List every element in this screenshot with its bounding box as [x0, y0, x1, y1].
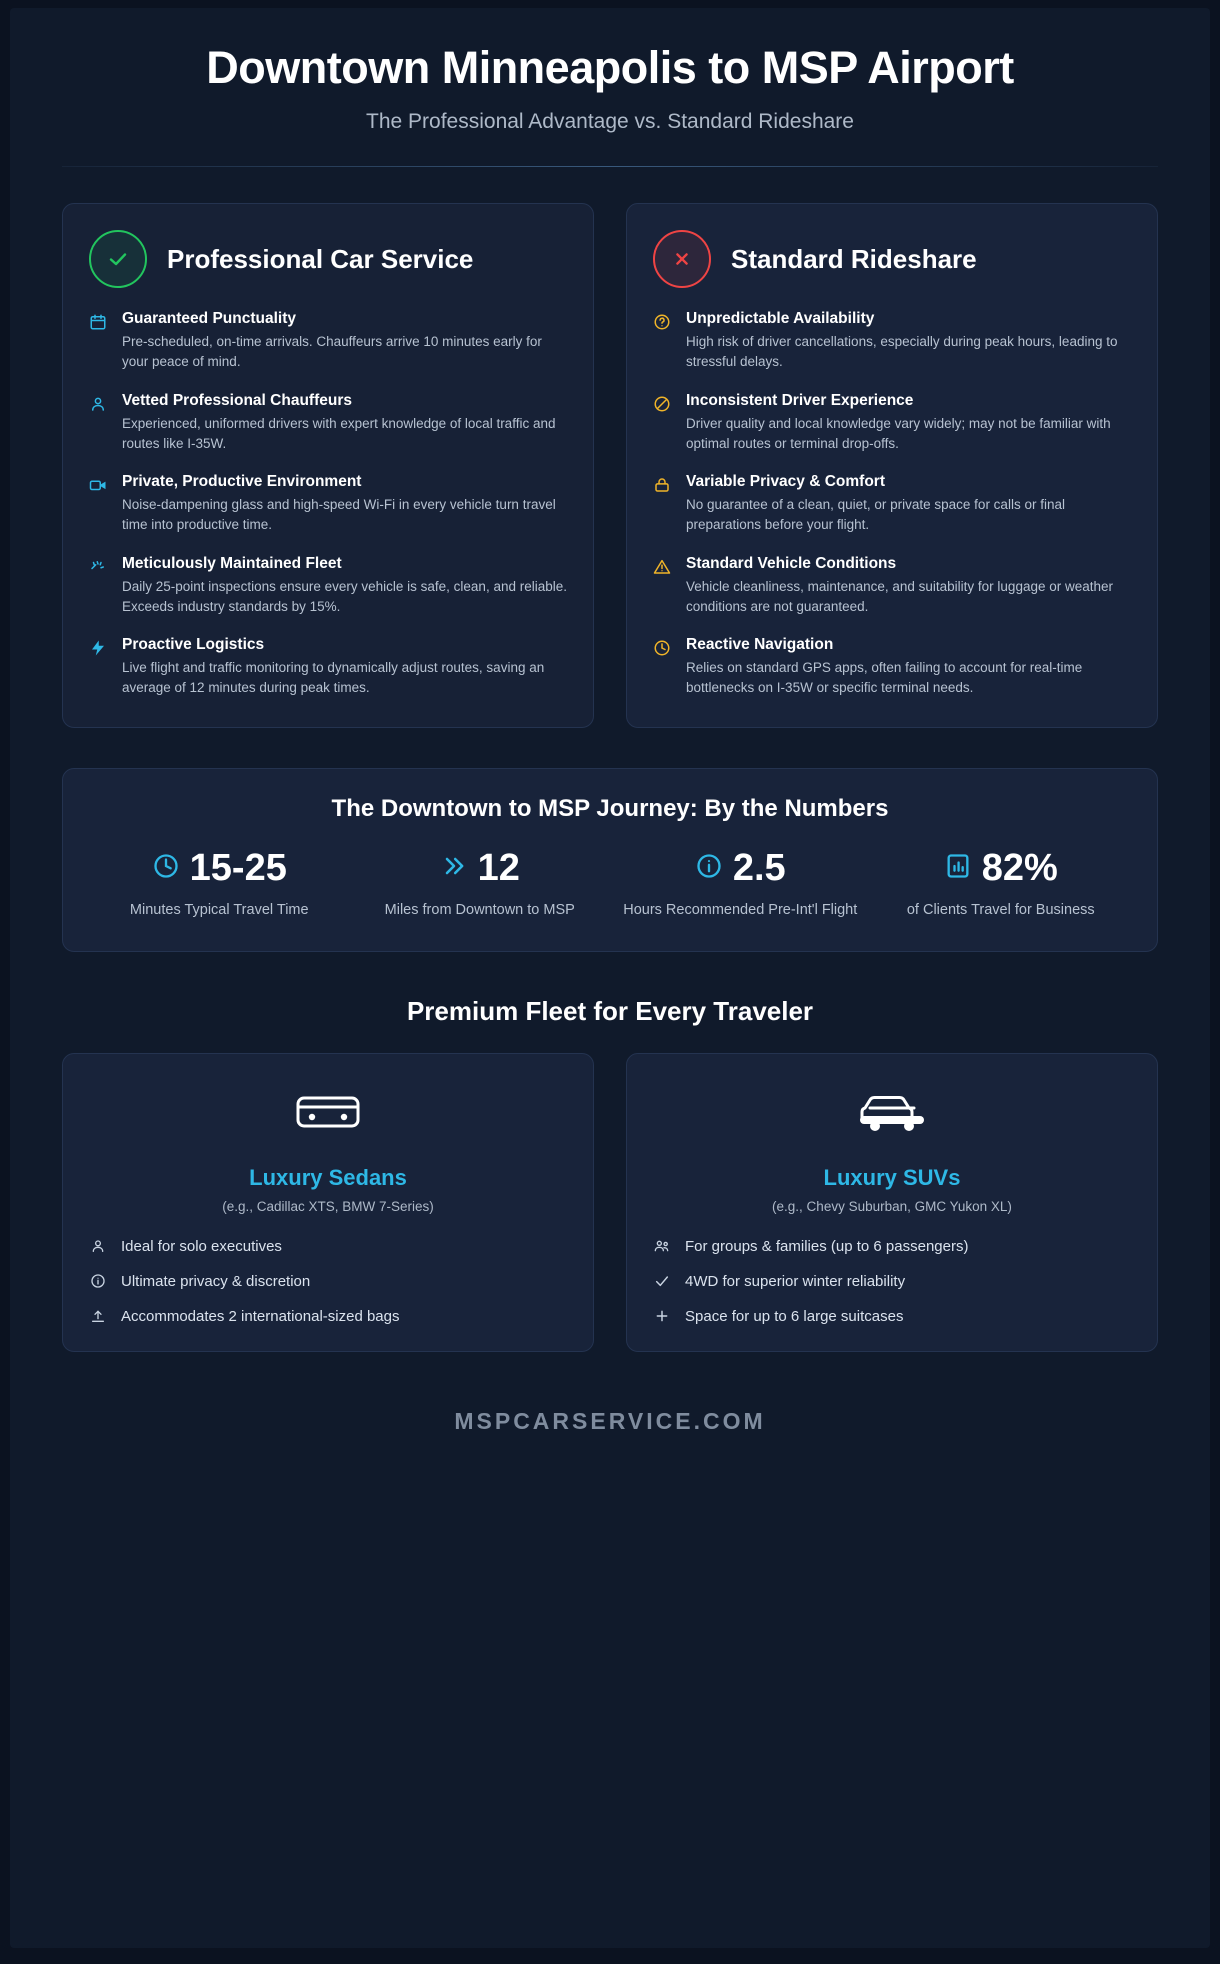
stat-label: Hours Recommended Pre-Int'l Flight — [623, 901, 858, 918]
check-icon — [653, 1273, 671, 1289]
fleet-card-list — [653, 1238, 1131, 1325]
stat-item — [350, 846, 611, 921]
feature-title: Inconsistent Driver Experience — [686, 391, 914, 409]
stat-item — [610, 846, 871, 921]
feature-item — [89, 473, 567, 536]
list-item-label: Space for up to 6 large suitcases — [685, 1307, 904, 1325]
stat-value-wrap — [99, 846, 340, 889]
list-item — [89, 1308, 567, 1325]
suv-icon — [653, 1084, 1131, 1145]
feature-item — [89, 636, 567, 699]
feature-desc: No guarantee of a clean, quiet, or private space for calls or final preparations before your flight. — [686, 497, 1065, 533]
luggage-icon — [89, 1308, 107, 1324]
feature-title: Guaranteed Punctuality — [122, 310, 296, 328]
footer-brand: MSPCARSERVICE.COM — [454, 1407, 766, 1434]
stat-value: 12 — [477, 846, 520, 889]
card-title: Standard Rideshare — [731, 244, 977, 275]
stat-value: 2.5 — [732, 846, 786, 889]
feature-desc: Vehicle cleanliness, maintenance, and suitability for luggage or weather conditions are not guaranteed. — [686, 578, 1114, 614]
user-icon — [89, 392, 109, 455]
feature-desc: Experienced, uniformed drivers with expert knowledge of local traffic and routes like I-35W. — [122, 415, 556, 451]
stat-value-wrap — [360, 846, 601, 889]
list-item — [89, 1273, 567, 1290]
feature-item — [653, 473, 1131, 536]
standard-rideshare-card — [626, 203, 1158, 728]
fleet-card-models: (e.g., Chevy Suburban, GMC Yukon XL) — [772, 1198, 1012, 1214]
list-item — [653, 1273, 1131, 1290]
fleet-title: Premium Fleet for Every Traveler — [406, 995, 814, 1026]
stat-value: 15-25 — [189, 846, 287, 889]
fleet-card-models: (e.g., Cadillac XTS, BMW 7-Series) — [222, 1198, 434, 1214]
fleet-section — [62, 1053, 1158, 1352]
comparison-section — [62, 203, 1158, 728]
feature-item — [653, 636, 1131, 699]
fleet-card-name: Luxury SUVs — [823, 1164, 961, 1190]
feature-item — [653, 555, 1131, 618]
sparkle-icon — [89, 555, 109, 618]
page-title: Downtown Minneapolis to MSP Airport — [206, 42, 1014, 93]
fleet-card-name: Luxury Sedans — [249, 1164, 407, 1190]
feature-item — [89, 555, 567, 618]
stat-value-wrap — [620, 846, 861, 889]
feature-title: Reactive Navigation — [686, 636, 834, 654]
professional-car-service-card — [62, 203, 594, 728]
feature-title: Standard Vehicle Conditions — [686, 554, 897, 572]
header — [62, 8, 1158, 167]
ban-icon — [653, 392, 673, 455]
user-icon — [89, 1238, 107, 1254]
list-item — [653, 1238, 1131, 1255]
feature-item — [653, 392, 1131, 455]
stat-value: 82% — [981, 846, 1058, 889]
info-circle-icon — [695, 849, 723, 889]
list-item-label: Ideal for solo executives — [121, 1237, 282, 1255]
fleet-card-list — [89, 1238, 567, 1325]
users-icon — [653, 1238, 671, 1254]
fleet-card-suvs — [626, 1053, 1158, 1352]
stats-section — [62, 768, 1158, 952]
lock-icon — [653, 473, 673, 536]
card-header — [653, 230, 1131, 288]
feature-item — [89, 392, 567, 455]
feature-title: Vetted Professional Chauffeurs — [122, 391, 352, 409]
feature-item — [653, 310, 1131, 373]
stats-title: The Downtown to MSP Journey: By the Numbers — [331, 794, 889, 822]
feature-desc: Relies on standard GPS apps, often failing to account for real-time bottlenecks on I-35W or specific terminal needs. — [686, 660, 1083, 696]
stat-item — [871, 846, 1132, 921]
stat-item — [89, 846, 350, 921]
stats-row — [89, 846, 1131, 921]
feature-title: Meticulously Maintained Fleet — [122, 554, 342, 572]
list-item — [89, 1238, 567, 1255]
list-item-label: For groups & families (up to 6 passengers) — [685, 1237, 969, 1255]
feature-title: Unpredictable Availability — [686, 310, 875, 328]
list-item-label: Ultimate privacy & discretion — [121, 1272, 311, 1290]
list-item-label: Accommodates 2 international-sized bags — [121, 1307, 400, 1325]
clock-icon — [653, 636, 673, 699]
stat-value-wrap — [881, 846, 1122, 889]
warning-triangle-icon — [653, 555, 673, 618]
sedan-icon — [89, 1084, 567, 1145]
fleet-card-sedans — [62, 1053, 594, 1352]
feature-title: Private, Productive Environment — [122, 473, 362, 491]
x-circle-icon — [653, 230, 711, 288]
calendar-icon — [89, 310, 109, 373]
feature-desc: Pre-scheduled, on-time arrivals. Chauffeurs arrive 10 minutes early for your peace of mind. — [122, 334, 542, 370]
bolt-icon — [89, 636, 109, 699]
feature-desc: High risk of driver cancellations, especially during peak hours, leading to stressful delays. — [686, 334, 1118, 370]
card-header — [89, 230, 567, 288]
infographic-page — [10, 8, 1210, 1948]
feature-desc: Live flight and traffic monitoring to dynamically adjust routes, saving an average of 12 minutes during peak times. — [122, 660, 545, 696]
feature-title: Variable Privacy & Comfort — [686, 473, 885, 491]
list-item-label: 4WD for superior winter reliability — [685, 1272, 906, 1290]
page-subtitle: The Professional Advantage vs. Standard Rideshare — [366, 110, 854, 134]
video-icon — [89, 473, 109, 536]
feature-item — [89, 310, 567, 373]
chevrons-right-icon — [440, 849, 468, 889]
clock-icon — [152, 849, 180, 889]
feature-desc: Driver quality and local knowledge vary widely; may not be familiar with optimal routes or terminal drop-offs. — [686, 415, 1111, 451]
info-circle-icon — [89, 1273, 107, 1289]
header-divider — [62, 166, 1158, 167]
check-circle-icon — [89, 230, 147, 288]
question-circle-icon — [653, 310, 673, 373]
feature-title: Proactive Logistics — [122, 636, 265, 654]
stat-label: Miles from Downtown to MSP — [384, 901, 575, 918]
stat-label: Minutes Typical Travel Time — [129, 901, 309, 918]
list-item — [653, 1308, 1131, 1325]
card-title: Professional Car Service — [167, 244, 474, 275]
plus-icon — [653, 1308, 671, 1324]
chart-bar-icon — [944, 849, 972, 889]
feature-desc: Daily 25-point inspections ensure every vehicle is safe, clean, and reliable. Exceeds industry standards by 15%. — [122, 578, 567, 614]
stat-label: of Clients Travel for Business — [906, 901, 1095, 918]
feature-desc: Noise-dampening glass and high-speed Wi-Fi in every vehicle turn travel time into productive time. — [122, 497, 556, 533]
